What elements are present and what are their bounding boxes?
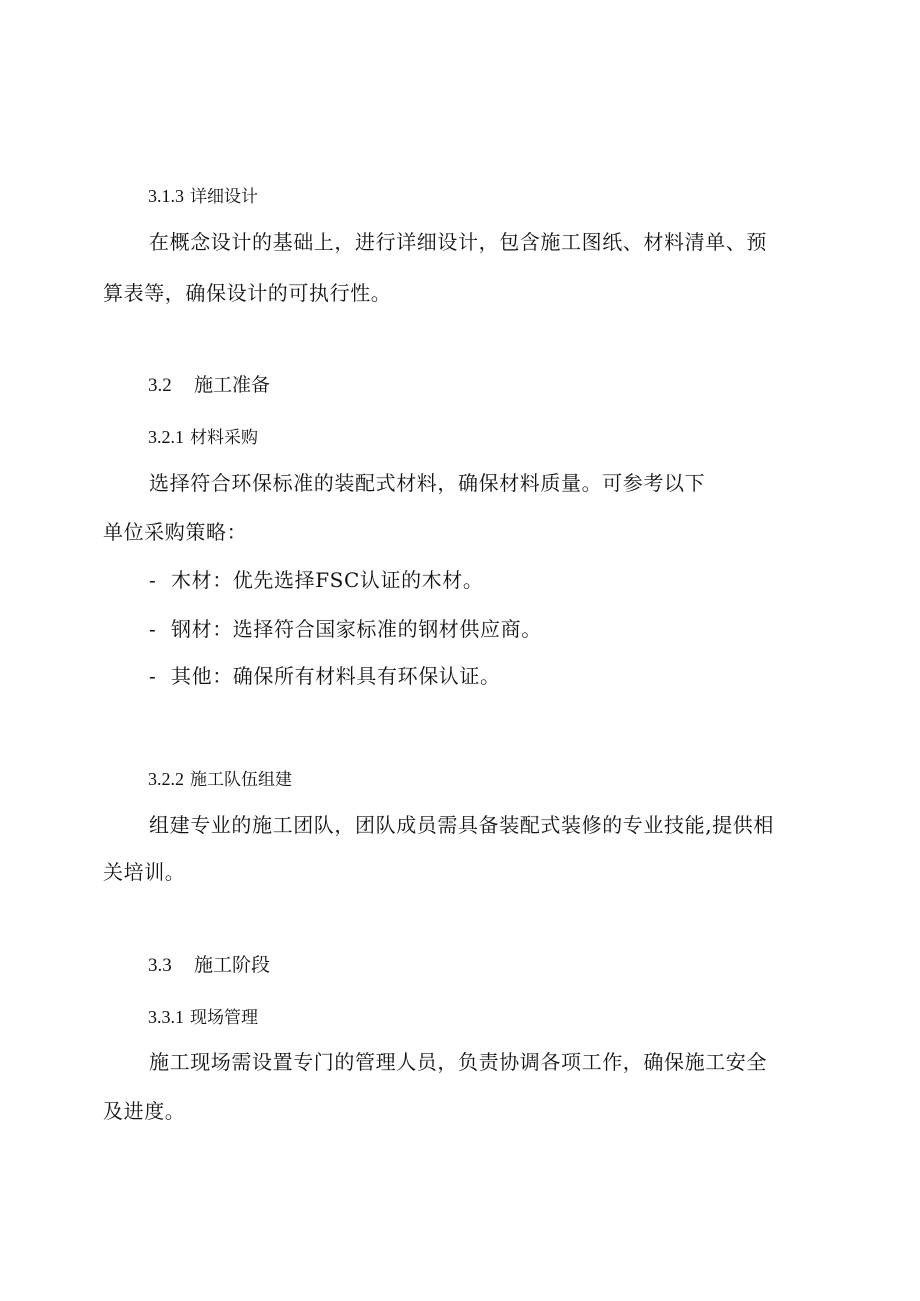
section-number: 3.3 <box>148 955 172 976</box>
list-item <box>149 619 542 639</box>
paragraph-line: 关培训。 <box>103 860 186 884</box>
section-heading-3-1-3 <box>148 187 258 206</box>
list-item-text: 其他：确保所有材料具有环保认证。 <box>171 664 501 688</box>
list-dash: - <box>149 617 157 641</box>
section-heading-3-2-1 <box>148 428 258 447</box>
list-item-text: 钢材：选择符合国家标准的钢材供应商。 <box>171 617 542 641</box>
list-dash: - <box>149 664 157 688</box>
section-heading-3-2 <box>148 376 270 395</box>
section-number: 3.3.1 <box>148 1007 184 1027</box>
section-title: 施工准备 <box>194 374 271 396</box>
section-title: 现场管理 <box>190 1008 258 1028</box>
section-number: 3.2.1 <box>148 427 184 447</box>
section-number: 3.2.2 <box>148 769 184 789</box>
list-item <box>149 666 501 686</box>
section-heading-3-2-2 <box>148 770 292 789</box>
list-item <box>149 570 483 590</box>
list-item-text: 木材：优先选择FSC认证的木材。 <box>171 568 484 592</box>
paragraph-line: 算表等，确保设计的可执行性。 <box>103 281 392 305</box>
paragraph-line: 及进度。 <box>103 1099 186 1123</box>
paragraph-line: 施工现场需设置专门的管理人员，负责协调各项工作，确保施工安全 <box>149 1050 767 1074</box>
section-title: 施工队伍组建 <box>190 770 292 790</box>
section-number: 3.2 <box>148 375 172 396</box>
paragraph-line: 在概念设计的基础上，进行详细设计，包含施工图纸、材料清单、预 <box>149 230 767 254</box>
section-title: 材料采购 <box>190 428 258 448</box>
section-heading-3-3 <box>148 956 270 975</box>
section-heading-3-3-1 <box>148 1008 258 1027</box>
section-title: 详细设计 <box>190 187 258 207</box>
paragraph-line: 组建专业的施工团队，团队成员需具备装配式装修的专业技能,提供相 <box>149 813 774 837</box>
list-dash: - <box>149 568 157 592</box>
section-number: 3.1.3 <box>148 186 184 206</box>
paragraph-line: 选择符合环保标准的装配式材料，确保材料质量。可参考以下 <box>149 471 706 495</box>
section-title: 施工阶段 <box>194 954 271 976</box>
paragraph-line: 单位采购策略： <box>103 520 248 544</box>
